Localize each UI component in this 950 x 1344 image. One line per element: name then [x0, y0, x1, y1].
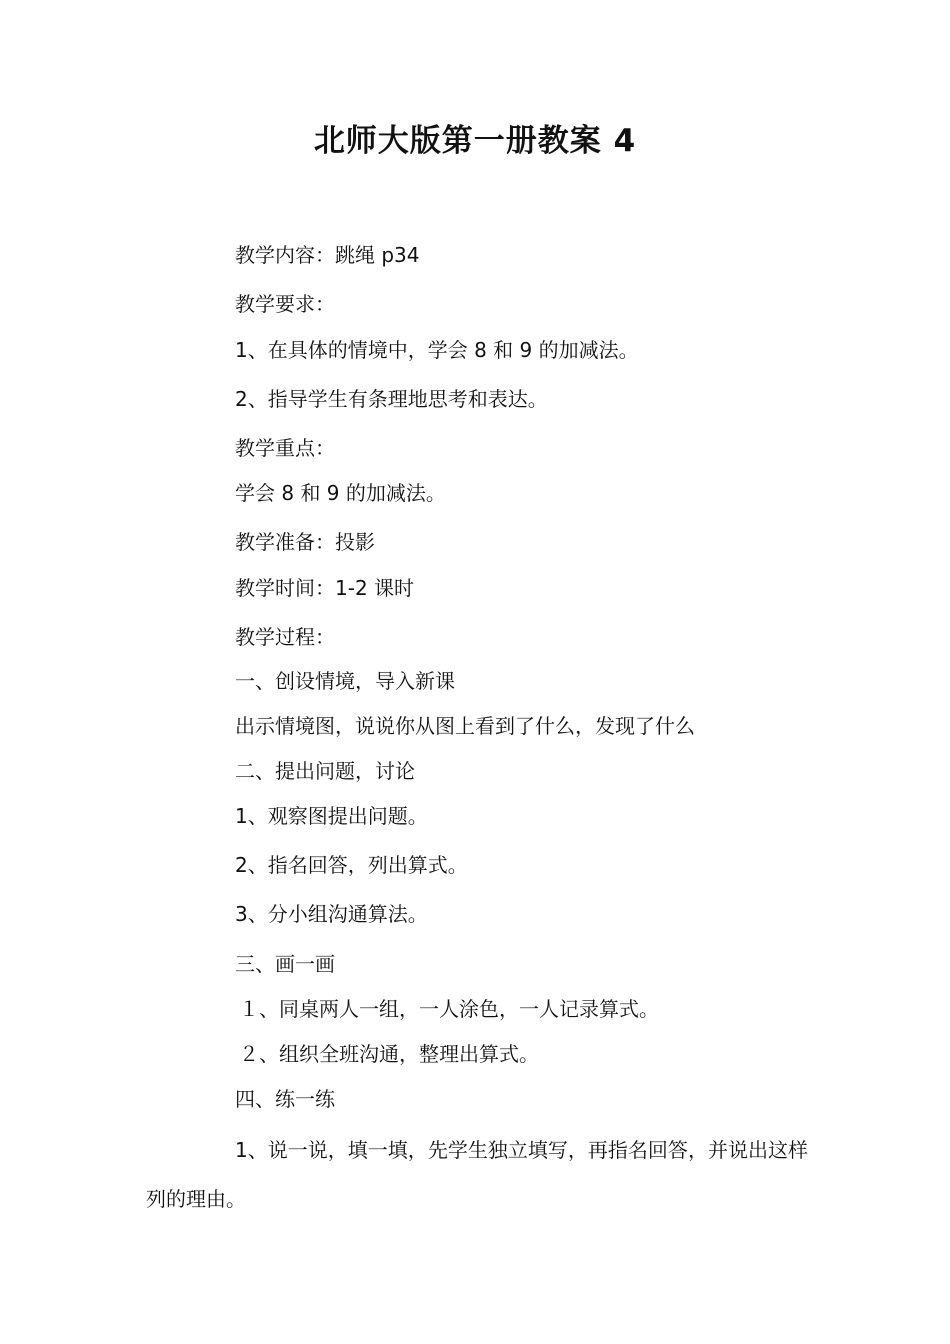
text-line: 教学时间：1-2 课时	[235, 576, 415, 600]
text-line: 四、练一练	[235, 1087, 335, 1111]
text-line: 教学准备：投影	[235, 530, 375, 554]
text-line: 2、指名回答，列出算式。	[235, 853, 468, 877]
text-line: 一、创设情境，导入新课	[235, 669, 455, 693]
text-line: 1、观察图提出问题。	[235, 804, 428, 828]
text-line: 出示情境图，说说你从图上看到了什么，发现了什么	[235, 714, 695, 738]
text-line: 二、提出问题，讨论	[235, 759, 415, 783]
text-line: 教学过程：	[235, 625, 335, 649]
final-paragraph: 1、说一说，填一填，先学生独立填写，再指名回答，并说出这样列的理由。	[146, 1138, 808, 1211]
text-line: 2、指导学生有条理地思考和表达。	[235, 387, 548, 411]
text-line: 三、画一画	[235, 952, 335, 976]
text-line: 3、分小组沟通算法。	[235, 902, 428, 926]
text-line: 教学要求：	[235, 292, 335, 316]
text-line: 1、在具体的情境中，学会 8 和 9 的加减法。	[235, 338, 639, 362]
text-line: １、同桌两人一组，一人涂色，一人记录算式。	[239, 997, 659, 1021]
text-line: ２、组织全班沟通，整理出算式。	[239, 1042, 539, 1066]
document-title: 北师大版第一册教案 4	[313, 123, 637, 159]
text-line: 学会 8 和 9 的加减法。	[235, 481, 446, 505]
text-line: 教学内容：跳绳 p34	[235, 243, 420, 267]
text-line: 教学重点：	[235, 436, 335, 460]
